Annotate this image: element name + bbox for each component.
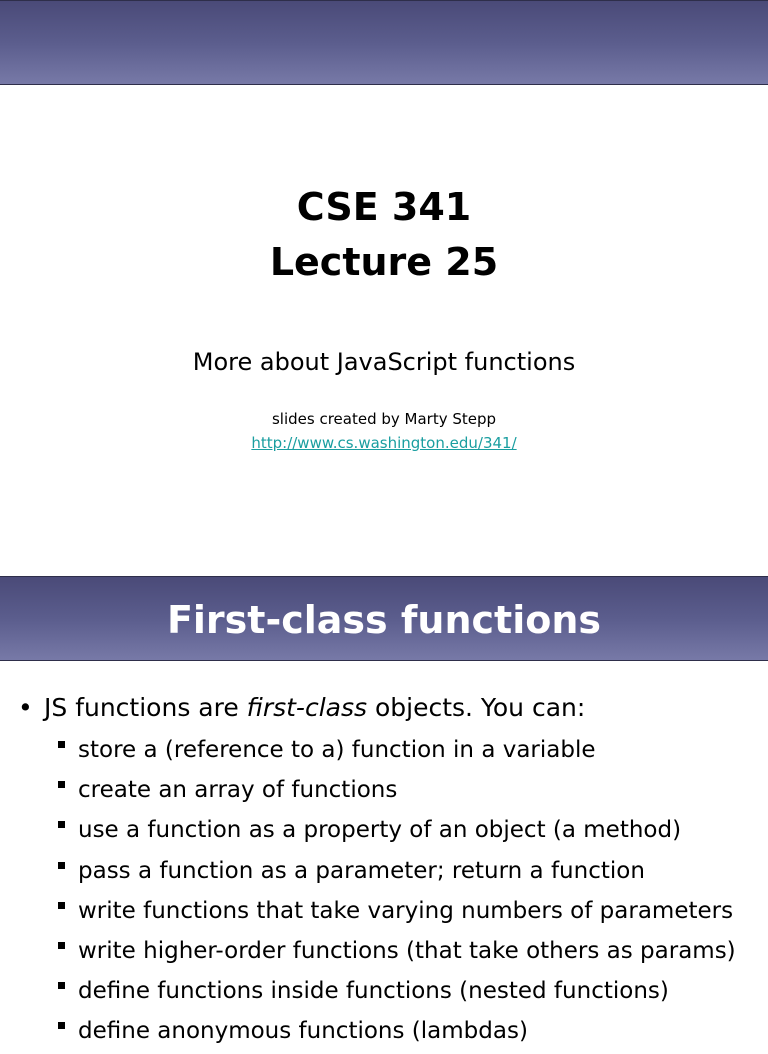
course-url-link[interactable]: http://www.cs.washington.edu/341/ — [251, 434, 517, 452]
square-bullet-icon — [58, 781, 65, 788]
slide1-subtitle: More about JavaScript functions — [192, 348, 576, 376]
main-bullet-text-after: objects. You can: — [367, 693, 586, 722]
square-bullet-icon — [58, 942, 65, 949]
slide1-title-line1: CSE 341 — [296, 185, 472, 229]
sub-bullet-item — [56, 1013, 736, 1053]
sub-bullet-text: store a (reference to a) function in a variable — [78, 737, 596, 763]
sub-bullet-item — [56, 812, 736, 852]
square-bullet-icon — [58, 862, 65, 869]
sub-bullet-item — [56, 853, 736, 893]
sub-bullet-item — [56, 973, 736, 1013]
square-bullet-icon — [58, 821, 65, 828]
sub-bullet-item — [56, 732, 736, 772]
slide1-header-band — [0, 0, 768, 85]
bullet-dot-icon: • — [18, 693, 33, 722]
square-bullet-icon — [58, 741, 65, 748]
sub-bullet-text: define anonymous functions (lambdas) — [78, 1018, 528, 1045]
sub-bullet-text: use a function as a property of an object (a method) — [78, 817, 682, 844]
sub-bullet-item — [56, 772, 736, 812]
main-bullet-text-before: JS functions are — [44, 693, 247, 722]
main-bullet-emphasis: first-class — [246, 693, 368, 722]
square-bullet-icon — [58, 982, 65, 989]
slide2-sub-bullet-list — [56, 732, 736, 1054]
sub-bullet-text: write higher-order functions (that take others as params) — [78, 937, 736, 964]
slide1-link-wrap — [0, 432, 768, 454]
square-bullet-icon — [58, 902, 65, 909]
sub-bullet-text: create an array of functions — [78, 777, 398, 804]
sub-bullet-item — [56, 933, 736, 973]
slide1-credit: slides created by Marty Stepp — [271, 410, 497, 428]
square-bullet-icon — [58, 1022, 65, 1029]
sub-bullet-text: pass a function as a parameter; return a function — [78, 857, 645, 884]
sub-bullet-item — [56, 893, 736, 933]
sub-bullet-text: define functions inside functions (nested functions) — [78, 978, 669, 1005]
sub-bullet-text: write functions that take varying numbers of parameters — [78, 897, 734, 924]
slide2-title: First-class functions — [166, 598, 602, 642]
slide1-title-line2: Lecture 25 — [269, 240, 499, 284]
slide2-main-bullet — [18, 690, 585, 726]
